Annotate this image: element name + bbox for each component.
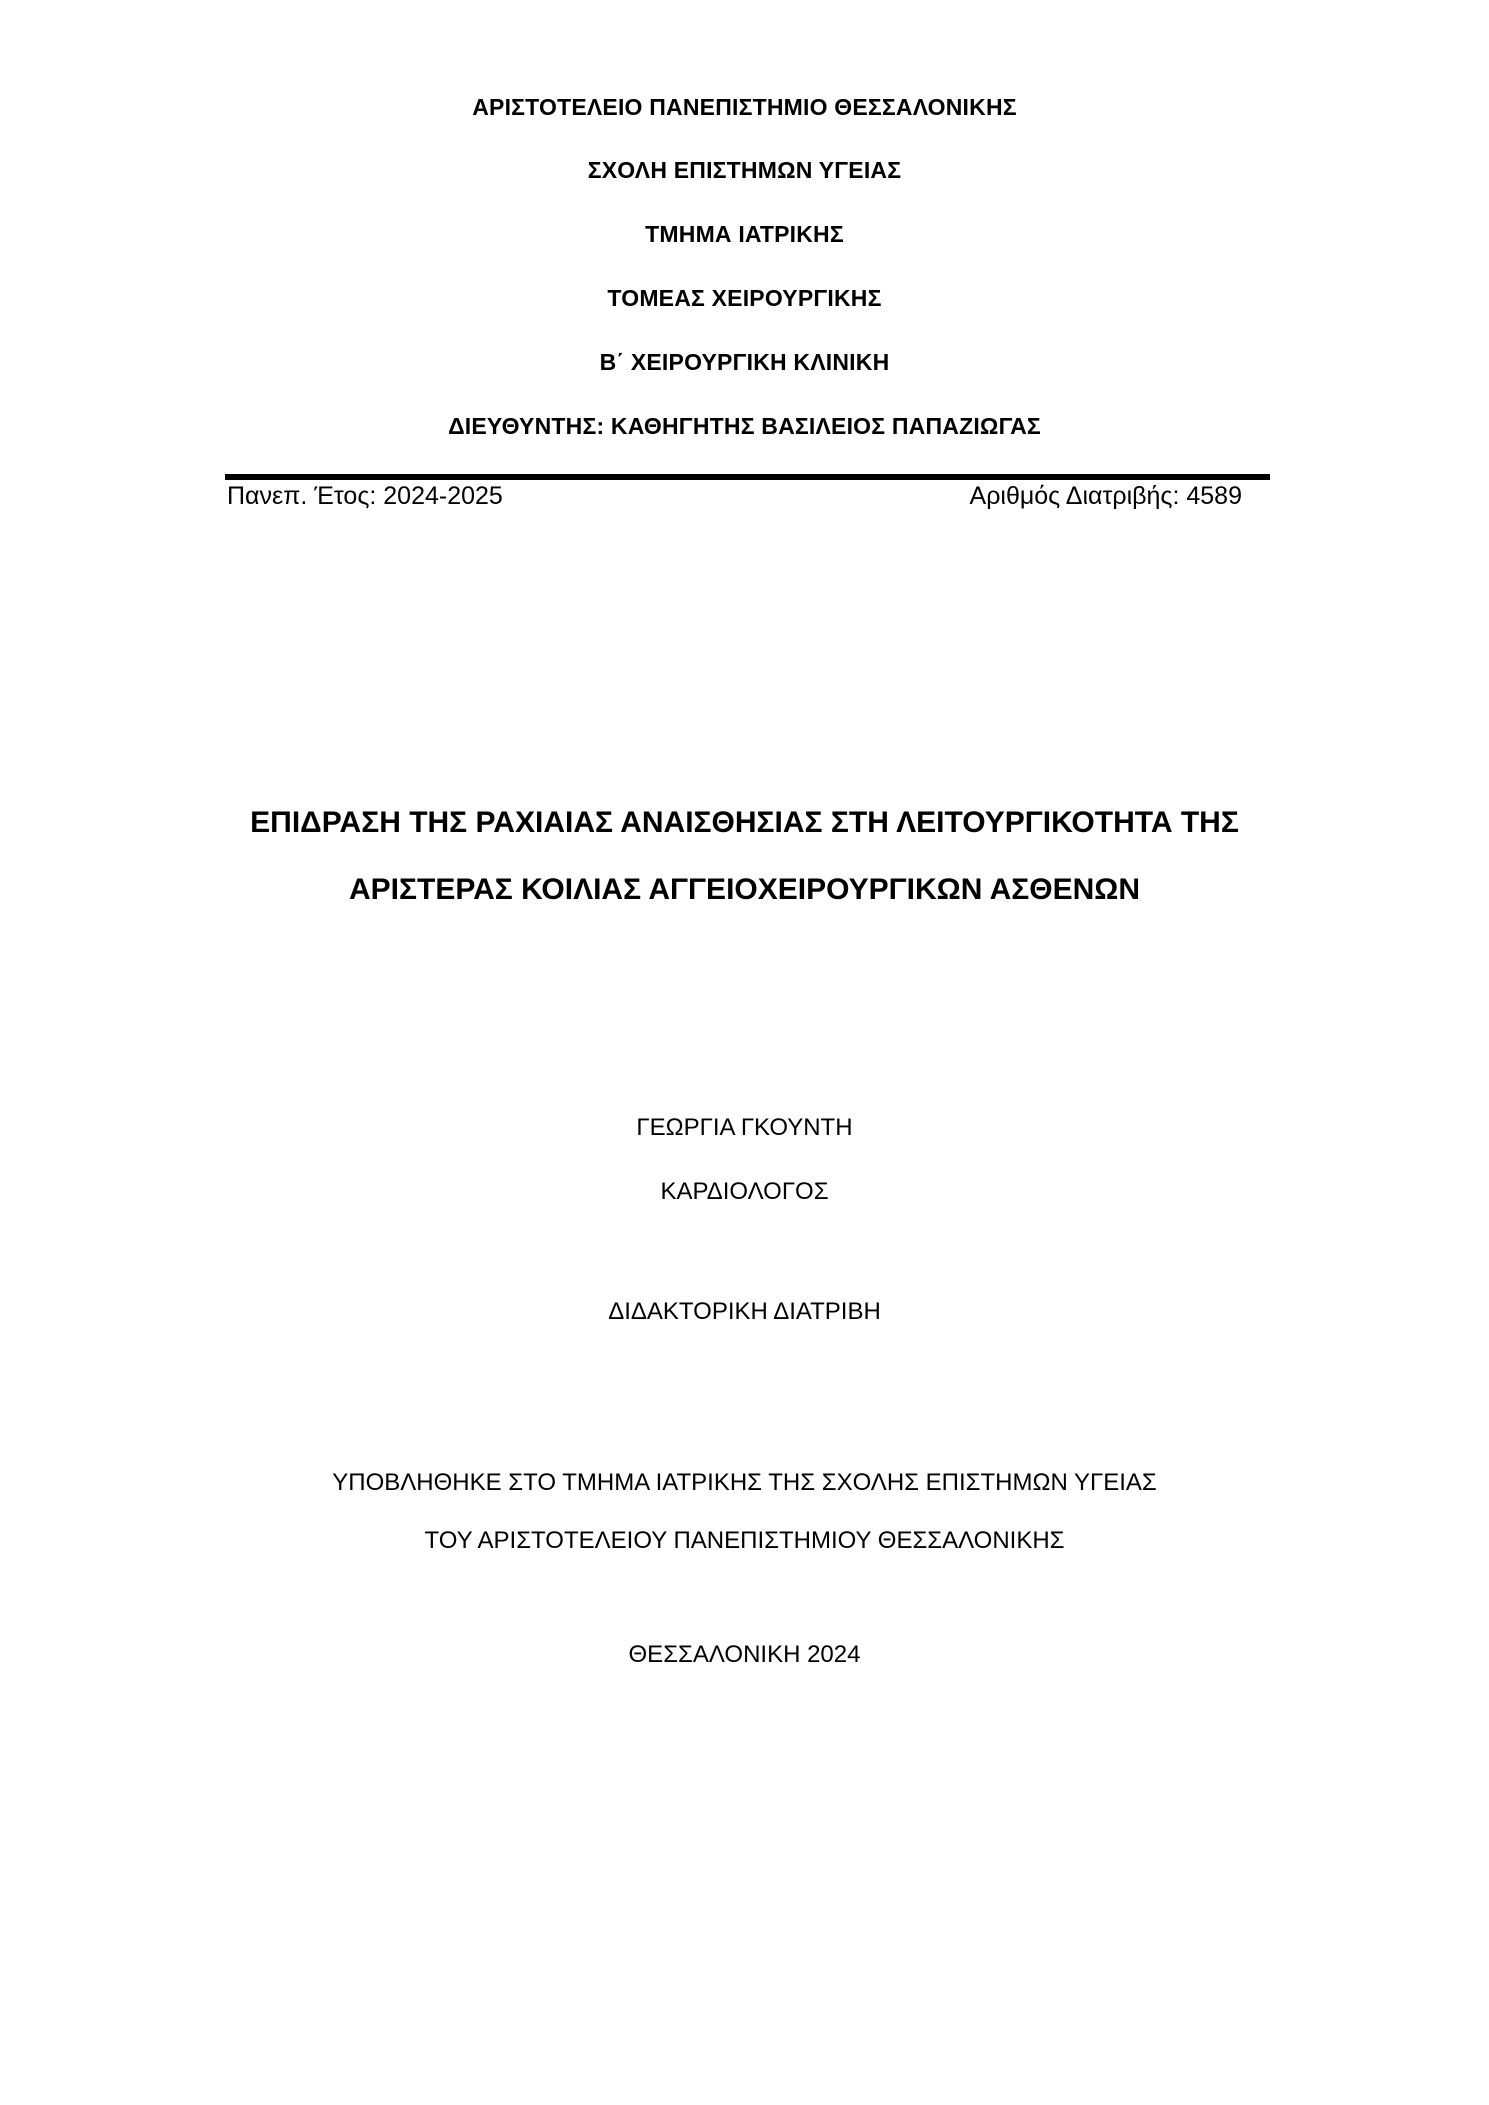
thesis-title-line-1: ΕΠΙΔΡΑΣΗ ΤΗΣ ΡΑΧΙΑΙΑΣ ΑΝΑΙΣΘΗΣΙΑΣ ΣΤΗ ΛΕΙΤΟΥΡΓΙΚΟΤΗΤΑ ΤΗΣ [250, 806, 1239, 839]
university-heading: ΑΡΙΣΤΟΤΕΛΕΙΟ ΠΑΝΕΠΙΣΤΗΜΙΟ ΘΕΣΣΑΛΟΝΙΚΗΣ [472, 94, 1017, 120]
school-heading: ΣΧΟΛΗ ΕΠΙΣΤΗΜΩΝ ΥΓΕΙΑΣ [587, 157, 902, 183]
clinic-heading: Β΄ ΧΕΙΡΟΥΡΓΙΚΗ ΚΛΙΝΙΚΗ [599, 349, 890, 375]
author-profession: ΚΑΡΔΙΟΛΟΓΟΣ [660, 1178, 829, 1205]
academic-year: Πανεπ. Έτος: 2024-2025 [227, 482, 503, 510]
header-divider [225, 474, 1270, 480]
document-type: ΔΙΔΑΚΤΟΡΙΚΗ ΔΙΑΤΡΙΒΗ [608, 1298, 881, 1325]
submission-line-2: ΤΟΥ ΑΡΙΣΤΟΤΕΛΕΙΟΥ ΠΑΝΕΠΙΣΤΗΜΙΟΥ ΘΕΣΣΑΛΟΝΙΚΗΣ [424, 1527, 1065, 1554]
place-date: ΘΕΣΣΑΛΟΝΙΚΗ 2024 [628, 1641, 861, 1668]
department-heading: ΤΜΗΜΑ ΙΑΤΡΙΚΗΣ [645, 221, 844, 247]
sector-heading: ΤΟΜΕΑΣ ΧΕΙΡΟΥΡΓΙΚΗΣ [607, 285, 882, 311]
author-name: ΓΕΩΡΓΙΑ ΓΚΟΥΝΤΗ [636, 1114, 853, 1141]
submission-line-1: ΥΠΟΒΛΗΘΗΚΕ ΣΤΟ ΤΜΗΜΑ ΙΑΤΡΙΚΗΣ ΤΗΣ ΣΧΟΛΗΣ ΕΠΙΣΤΗΜΩΝ ΥΓΕΙΑΣ [332, 1469, 1157, 1496]
director-heading: ΔΙΕΥΘΥΝΤΗΣ: ΚΑΘΗΓΗΤΗΣ ΒΑΣΙΛΕΙΟΣ ΠΑΠΑΖΙΩΓΑΣ [448, 413, 1041, 439]
thesis-number: Αριθμός Διατριβής: 4589 [969, 482, 1242, 510]
thesis-title-line-2: ΑΡΙΣΤΕΡΑΣ ΚΟΙΛΙΑΣ ΑΓΓΕΙΟΧΕΙΡΟΥΡΓΙΚΩΝ ΑΣΘΕΝΩΝ [349, 873, 1140, 906]
